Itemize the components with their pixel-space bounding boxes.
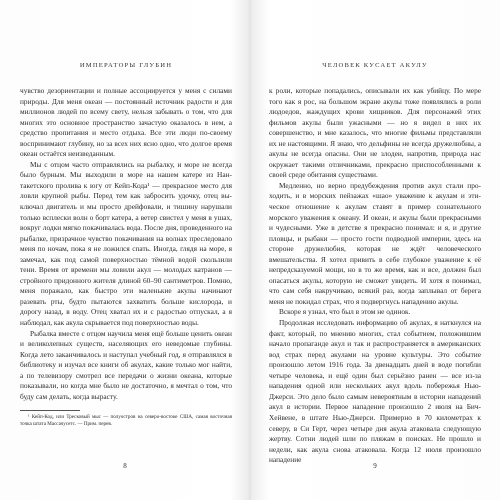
- running-head-right: ЧЕЛОВЕК КУСАЕТ АКУЛУ: [322, 62, 428, 69]
- footnote: ¹ Кейп-Код, или Тресковый мыс — полуостров на северо-востоке США, самая восточная точка штата Массачусетс. — Прим. перев.: [20, 414, 232, 427]
- paragraph: Продолжая исследовать информацию об акулах, я наткнулся на факт, который, по мнению многих, стал событием, положившим начало пропаганде акул и так и распространяется в американских вод страх перед акулами на уровне культуры. Это событие произошло летом 1916 года. За двенадцать дней в воде погибли четыре человека, и ещё один был серьёзно ранен — все из-за нападения одной или нескольких акул вдоль побережья Нью-Джерси. Это дело было самым невероятным в истории нападений акул в истории. Первое нападение произошло 2 июля на Бич-Хейвене, в штате Нью-Джерси. Примерно в 70 километрах к северу, в Си Герт, через четыре дня акула атаковала следующую жертву. Сотни людей шли по пляжам в поисках. Не прошло и недели, как акула снова атаковала. Когда 12 июля произошло нападение: [269, 318, 481, 465]
- paragraph: чувство дезориентации и полные ассоциируется у меня с силами природы. Для меня океан — постоянный источник радости и для миллионов людей по всему свету, нельзя забывать о том, что для многих это основное пространство зачастую оказалось в нем, а средство пропитания и место отдыха. Все эти люди по-своему воспринимают глубину, но за всех них ясно одно, что долгое время океан остаётся неизведанным.: [20, 86, 232, 159]
- paragraph: к роли, которые попадались, описывали их как убийцу. По мере того как я рос, на большом экране акулы тоже появлялись в роли людоедов, жаждущих крови хищников. Для персонажей этих фильмов акулы были ужасными — но я видел в них их совершенство, и мне казалось, что многие фильмы представляли их не настоящими. Я знаю, что дельфины не всегда дружелюбны, а акулы не всегда опасны. Они не злодеи, напротив, природа нас окружает такими отличниками, прекрасно приспособленными к своей среде обитания существами.: [269, 86, 481, 180]
- paragraph: Медленно, но верно предубеждения против акул стали проходить, и в морских пейзажах «шао» уважение к акулам и этическое отношение к акулам ставят в пример сознательного морского уважения к океану. И океан, и акулы были прекрасными и чудесными. Уже в детстве я прекрасно понимал: и я, и другие пловцы, и рыбаки — просто гости подводной империи, здесь на стороне дружелюбия, которая не ждёт человеческого вмешательства. Я хотел привить в себе глубокое уважение к её непредсказуемой мощи, но в то же время, как и все, должен был опасаться акулы, которую не сможет увидеть. И хотя я понимал, что сам себя накручиваю, всякий раз, когда заплывал от берега меня не покидал страх, что я подвергнусь нападению акулы.: [269, 180, 481, 306]
- paragraph: Мы с отцом часто отправлялись на рыбалку, и море не всегда было бурным. Мы выходили в море на нашем катере из Нантакетского пролива к югу от Кейп-Кода¹ — прекрасное место для ловли крупной рыбы. Перед тем как забросить удочку, отец выключал двигатель и мы просто дрейфовали, и тишину нарушали только всплески волн о борт катера, а ветер свистел у меня в ушах, вокруг лодки мягко покачивалась вода. После дня, проведенного на рыбалке, призрачное чувство покачивания на волнах преследовало меня по ночам, пока я не ложился спать. Иногда, глядя на море, я замечал, как под самой поверхностью тёмной водой скользили тени. Время от времени мы ловили акул — молодых катранов — стройного придонного жителя длиной 60–90 сантиметров. Помню, меня поражало, как быстро эти маленькие акулы начинают разевать рты, будто пытаются захватить больше кислорода, и дорогу назад, в воду. Отец хватал их и с радостью отпускал, а я наблюдал, как акула скрывается под поверхностью воды.: [20, 159, 232, 328]
- footnote-divider: [20, 410, 80, 411]
- left-page-body: [20, 86, 232, 428]
- page-number-left: 8: [123, 462, 127, 470]
- running-head-left: ИМПЕРАТОРЫ ГЛУБИН: [79, 62, 173, 69]
- right-page: [250, 0, 500, 500]
- paragraph: Рыбалка вместе с отцом научила меня ещё больше ценить океан и великолепных существ, населяющих его неведомые глубины. Когда лето заканчивалось и наступал учебный год, я отправлялся в библиотеку и изучал все книги об акулах, какие только мог найти, а по телевизору смотрел все передачи о жизни океана, которые показывали, но когда мне было не достаточно, я мечтал о том, что буду сам делать, когда вырасту.: [20, 328, 232, 401]
- right-page-body: [269, 86, 481, 466]
- page-number-right: 9: [373, 462, 377, 470]
- paragraph: Вскоре я узнал, что был в этом не одинок.: [279, 307, 411, 317]
